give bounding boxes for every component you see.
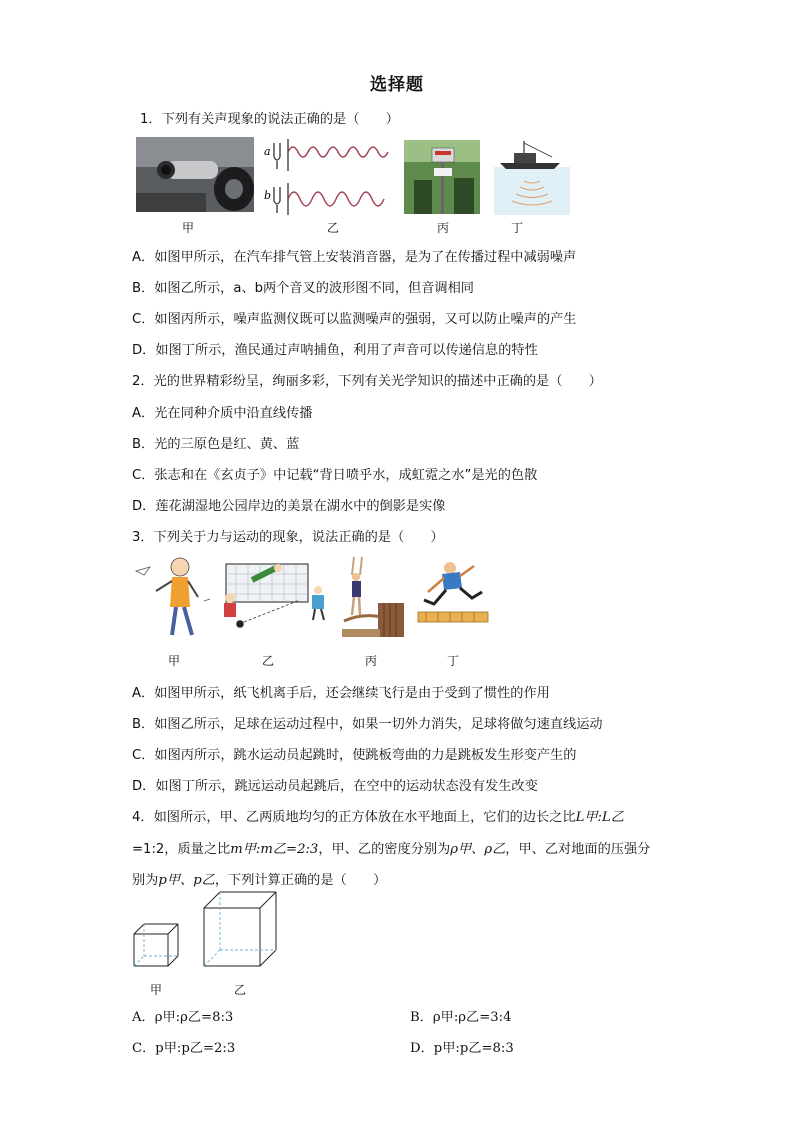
q4-option-c: C．p甲:p乙=2:3: [132, 1041, 236, 1056]
q3-image-paper-plane: [134, 555, 214, 639]
q3-stem: 3．下列关于力与运动的现象，说法正确的是（ ）: [132, 530, 444, 545]
q1-stem: 1．下列有关声现象的说法正确的是（ ）: [140, 112, 399, 127]
q2-option-d: D．莲花湖湿地公园岸边的美景在湖水中的倒影是实像: [132, 499, 446, 514]
q1-option-b: B．如图乙所示，a、b两个音叉的波形图不同，但音调相同: [132, 281, 474, 296]
q3-option-b: B．如图乙所示，足球在运动过程中，如果一切外力消失，足球将做匀速直线运动: [132, 717, 603, 732]
q1-image-tuning-fork-waves: [262, 137, 392, 217]
q4-line2-b: ，甲、乙的密度分别为: [318, 842, 451, 857]
fork-b-label: b: [264, 189, 272, 202]
q1-label-ding: 丁: [511, 221, 524, 235]
page-title: 选择题: [370, 75, 424, 95]
q4-label-jia: 甲: [150, 983, 163, 997]
q1-label-jia: 甲: [182, 221, 195, 235]
q3-label-yi: 乙: [262, 654, 275, 668]
q2-option-c: C．张志和在《玄贞子》中记载“背日喷乎水，成虹霓之水”是光的色散: [132, 468, 538, 483]
q3-option-a: A．如图甲所示，纸飞机离手后，还会继续飞行是由于受到了惯性的作用: [132, 686, 550, 701]
q2-option-b: B．光的三原色是红、黄、蓝: [132, 437, 300, 452]
q2-option-a: A．光在同种介质中沿直线传播: [132, 406, 313, 421]
q1-option-c: C．如图丙所示，噪声监测仪既可以监测噪声的强弱，又可以防止噪声的产生: [132, 312, 577, 327]
q3-label-bing: 丙: [365, 654, 378, 668]
q4-stem-line2: [132, 838, 650, 857]
q1-image-car-exhaust: [136, 137, 254, 212]
fork-a-label: a: [264, 145, 271, 158]
q3-image-long-jump: [416, 558, 490, 628]
q4-stem-line1: [132, 806, 624, 825]
q4-option-b: B．ρ甲:ρ乙=3:4: [410, 1010, 512, 1025]
q3-label-jia: 甲: [168, 654, 181, 668]
q3-option-d: D．如图丁所示，跳远运动员起跳后，在空中的运动状态没有发生改变: [132, 779, 538, 794]
q1-label-bing: 丙: [437, 221, 450, 235]
q3-image-diver: [342, 555, 408, 637]
q4-image-cubes: [132, 890, 282, 970]
q4-math-mass-ratio: m甲:m乙=2:3: [230, 842, 319, 857]
q1-option-d: D．如图丁所示，渔民通过声呐捕鱼，利用了声音可以传递信息的特性: [132, 343, 538, 358]
q4-math-density: ρ甲、ρ乙: [450, 842, 506, 857]
q1-image-noise-monitor: [404, 140, 480, 214]
q4-math-pressure: p甲、p乙: [158, 873, 215, 888]
q3-option-c: C．如图丙所示，跳水运动员起跳时，使跳板弯曲的力是跳板发生形变产生的: [132, 748, 577, 763]
q4-option-d: D．p甲:p乙=8:3: [410, 1041, 514, 1056]
q2-stem: 2．光的世界精彩纷呈，绚丽多彩，下列有关光学知识的描述中正确的是（ ）: [132, 374, 602, 389]
q4-stem-line3: [132, 869, 386, 888]
q4-label-yi: 乙: [234, 983, 247, 997]
q4-math-length-ratio: L甲:L乙: [575, 810, 624, 825]
q3-label-ding: 丁: [447, 654, 460, 668]
q3-image-soccer: [218, 558, 330, 630]
q1-label-yi: 乙: [327, 221, 340, 235]
q1-image-sonar-boat: [494, 137, 570, 215]
q4-line3-a: 别为: [132, 873, 159, 888]
q4-line2-c: ，甲、乙对地面的压强分: [505, 842, 651, 857]
q4-option-a: A．ρ甲:ρ乙=8:3: [132, 1010, 234, 1025]
q4-line2-a: =1:2，质量之比: [132, 842, 231, 857]
q1-option-a: A．如图甲所示，在汽车排气管上安装消音器，是为了在传播过程中减弱噪声: [132, 250, 577, 265]
q4-stem-line1-text: 4．如图所示，甲、乙两质地均匀的正方体放在水平地面上，它们的边长之比: [132, 810, 576, 825]
q4-line3-b: ，下列计算正确的是（ ）: [214, 873, 387, 888]
